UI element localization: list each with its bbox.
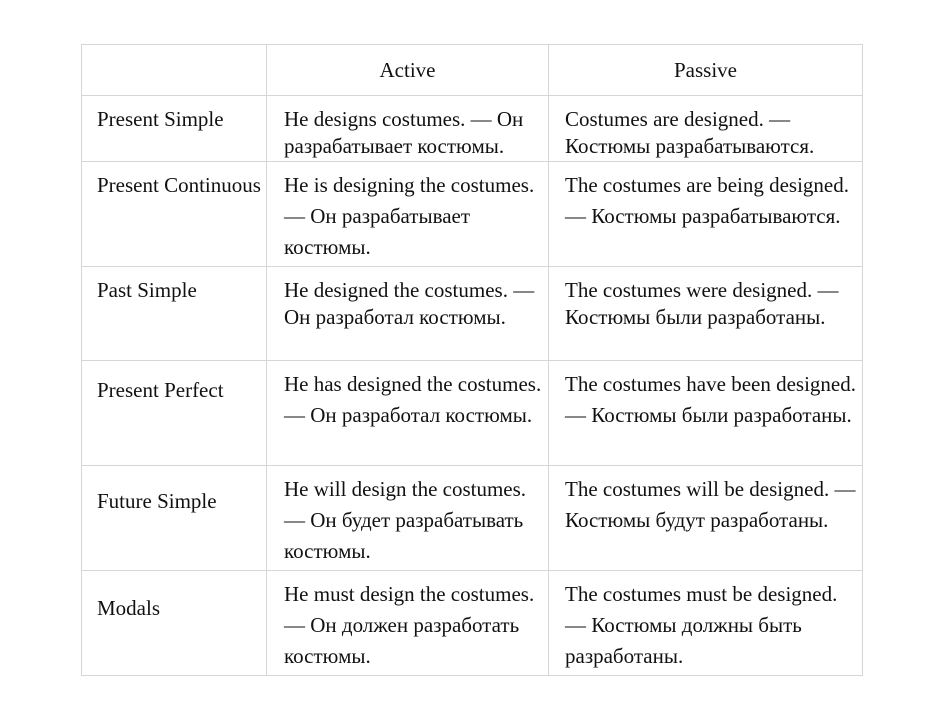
grammar-table-container [81, 44, 862, 676]
active-example: He must design the costumes. — Он должен разработать костюмы. [284, 582, 535, 668]
table-row [82, 571, 863, 676]
header-row [82, 45, 863, 96]
tense-label: Present Simple [97, 107, 224, 131]
active-cell [267, 96, 549, 162]
table-row [82, 267, 863, 361]
header-active: Active [267, 45, 549, 96]
active-example: He designs costumes. — Он разрабатывает костюмы. [284, 107, 524, 158]
active-cell [267, 267, 549, 361]
passive-cell [549, 361, 863, 466]
passive-cell [549, 466, 863, 571]
table-row [82, 466, 863, 571]
active-example: He has designed the costumes. — Он разработал костюмы. [284, 372, 542, 427]
tense-cell [82, 267, 267, 361]
tense-cell [82, 96, 267, 162]
passive-cell [549, 96, 863, 162]
active-example: He will design the costumes. — Он будет разрабатывать костюмы. [284, 477, 527, 563]
passive-cell [549, 571, 863, 676]
passive-cell [549, 162, 863, 267]
tense-cell [82, 571, 267, 676]
passive-example: The costumes will be designed. — Костюмы будут разработаны. [565, 477, 856, 532]
active-cell [267, 162, 549, 267]
active-example: He designed the costumes. — Он разработал костюмы. [284, 278, 535, 329]
passive-example: The costumes have been designed. — Костюмы были разработаны. [565, 372, 856, 427]
tense-cell [82, 361, 267, 466]
active-cell [267, 361, 549, 466]
tense-cell [82, 466, 267, 571]
active-passive-table [81, 44, 863, 676]
tense-cell [82, 162, 267, 267]
passive-example: The costumes were designed. — Костюмы были разработаны. [565, 278, 839, 329]
active-cell [267, 466, 549, 571]
tense-label: Future Simple [97, 489, 217, 513]
passive-cell [549, 267, 863, 361]
table-row [82, 361, 863, 466]
tense-label: Present Perfect [97, 378, 224, 402]
tense-label: Present Continuous [97, 173, 261, 197]
table-row [82, 162, 863, 267]
passive-example: Costumes are designed. — Костюмы разрабатываются. [565, 107, 815, 158]
tense-label: Past Simple [97, 278, 197, 302]
passive-example: The costumes are being designed. — Костюмы разрабатываются. [565, 173, 849, 228]
header-empty [82, 45, 267, 96]
table-row [82, 96, 863, 162]
tense-label: Modals [97, 596, 160, 620]
active-example: He is designing the costumes. — Он разрабатывает костюмы. [284, 173, 535, 259]
header-passive: Passive [549, 45, 863, 96]
active-cell [267, 571, 549, 676]
passive-example: The costumes must be designed. — Костюмы должны быть разработаны. [565, 582, 838, 668]
